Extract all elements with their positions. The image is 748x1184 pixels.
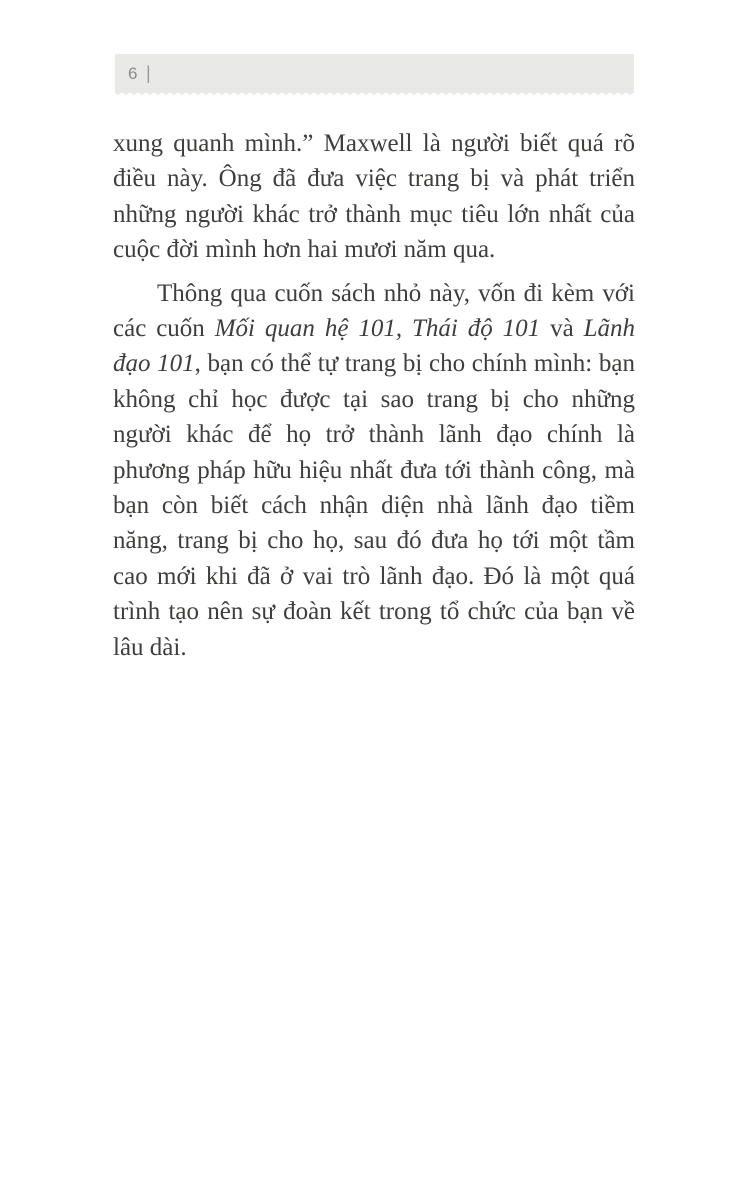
page-number: 6 [128,63,138,83]
book-title-italic: Mối quan hệ 101, Thái độ 101 [214,315,541,343]
page-header [115,54,634,93]
text-segment: Thông qua cuốn sách nhỏ này, vốn đi kèm với các cuốn [113,279,635,343]
paragraph [113,276,635,665]
text-segment: xung quanh mình.” Maxwell là người biết quá rõ điều này. Ông đã đưa việc trang bị và phát triển những người khác trở thành mục tiêu lớn nhất của cuộc đời mình hơn hai mươi năm qua. [113,130,635,264]
text-segment: , bạn có thể tự trang bị cho chính mình: bạn không chỉ học được tại sao trang bị cho những người khác để họ trở thành lãnh đạo chính là phương pháp hữu hiệu nhất đưa tới thành công, mà bạn còn biết cách nhận diện nhà lãnh đạo tiềm năng, trang bị cho họ, sau đó đưa họ tới một tầm cao mới khi đã ở vai trò lãnh đạo. Đó là một quá trình tạo nên sự đoàn kết trong tổ chức của bạn về lâu dài. [113,350,635,661]
text-segment: và [540,315,584,343]
header-separator: | [145,63,151,83]
paragraph [113,126,635,268]
page-body [113,126,635,673]
book-title-italic: Lãnh đạo 101 [113,315,635,378]
